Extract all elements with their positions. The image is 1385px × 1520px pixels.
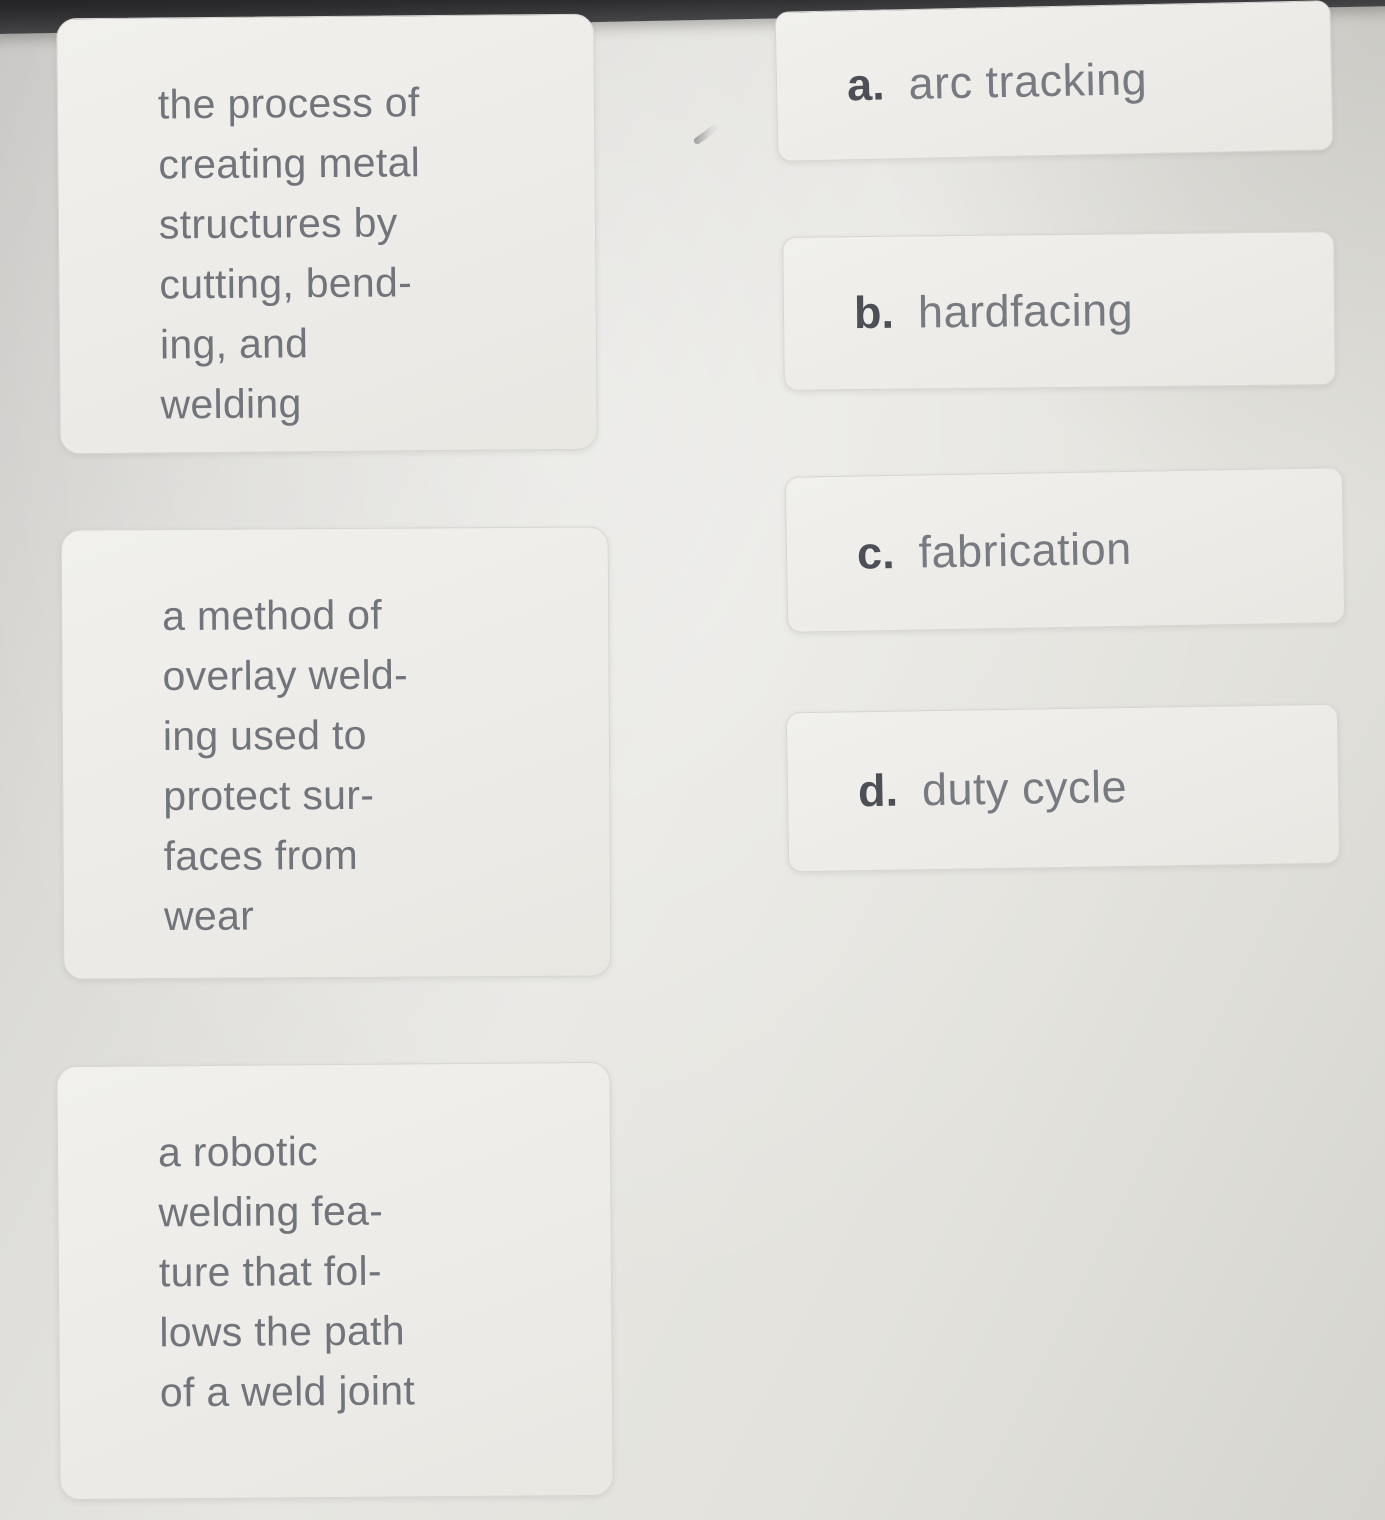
option-card-b[interactable] bbox=[782, 231, 1336, 391]
option-card-a[interactable] bbox=[774, 0, 1333, 162]
definition-card-3[interactable] bbox=[56, 1062, 613, 1500]
definition-text-3: a robotic welding fea- ture that fol- lows the path of a weld joint bbox=[157, 1128, 416, 1416]
option-letter-d: d. bbox=[857, 764, 899, 817]
option-card-d[interactable] bbox=[786, 704, 1340, 873]
definition-card-1[interactable] bbox=[56, 14, 598, 455]
option-letter-c: c. bbox=[856, 526, 895, 579]
definition-text-1: the process of creating metal structures by cutting, bend- ing, and welding bbox=[157, 79, 421, 428]
option-label-d: duty cycle bbox=[921, 760, 1128, 816]
definition-card-2[interactable] bbox=[61, 526, 612, 979]
option-label-b: hardfacing bbox=[917, 284, 1134, 338]
definition-text-2: a method of overlay weld- ing used to protect sur- faces from wear bbox=[162, 591, 409, 940]
option-label-c: fabrication bbox=[918, 522, 1133, 578]
cursor-artifact-icon bbox=[693, 123, 720, 145]
option-card-c[interactable] bbox=[785, 467, 1346, 633]
option-label-a: arc tracking bbox=[908, 53, 1148, 110]
option-letter-a: a. bbox=[846, 58, 886, 111]
option-letter-b: b. bbox=[853, 286, 895, 339]
